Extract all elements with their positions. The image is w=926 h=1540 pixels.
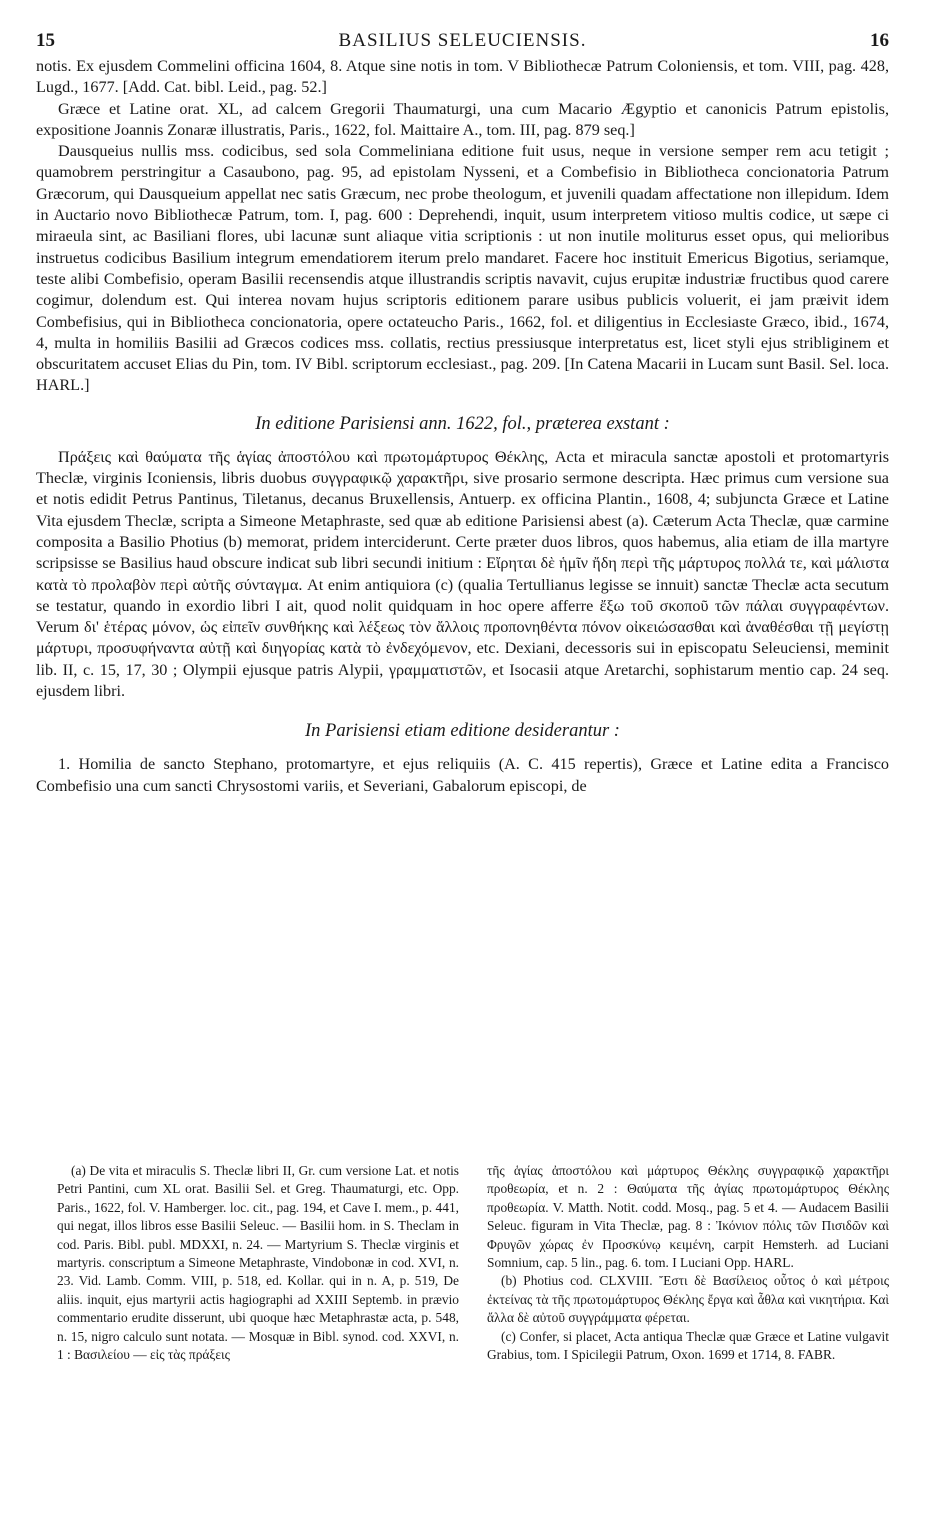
paragraph-5: 1. Homilia de sancto Stephano, protomartyre, et ejus reliquiis (A. C. 415 repertis), Græce et Latine edita a Francisco Combefisio una cum sancti Chrysostomi variis, et Severiani, Gabalorum episcopi, de <box>36 755 889 795</box>
running-title: BASILIUS SELEUCIENSIS. <box>338 30 587 51</box>
main-text <box>36 56 889 797</box>
section-heading-2: In Parisiensi etiam editione desiderantur : <box>305 721 620 742</box>
footnote-a-continued: τῆς ἁγίας ἀποστόλου καὶ μάρτυρος Θέκλης συγγραφικῷ χαρακτῆρι προθεωρία, et n. 2 : Θαύματα τῆς ἁγίας πρωτομάρτυρος Θέκλης προθεωρία. V. Matth. Notit. codd. Mosq., pag. 5 et 4. — Audacem Basilii Seleuc. figuram in Vita Theclæ, pag. 8 : Ἰκόνιον πόλις τῶν Πισιδῶν καὶ Φρυγῶν χώρας ἐν Προσκύνῳ κειμένη, carpit Hemsterh. ad Luciani Somnium, cap. 5 lin., pag. 6. tom. I Luciani Opp. HARL. <box>487 1163 889 1271</box>
footnote-c: (c) Confer, si placet, Acta antiqua Theclæ quæ Græce et Latine vulgavit Grabius, tom. I Spicilegii Patrum, Oxon. 1699 et 1714, 8. FABR. <box>487 1328 889 1363</box>
page-number-left: 15 <box>36 30 55 51</box>
paragraph-1: notis. Ex ejusdem Commelini officina 1604, 8. Atque sine notis in tom. V Bibliothecæ Patrum Coloniensis, et tom. VIII, pag. 428, Lugd., 1677. [Add. Cat. bibl. Leid., pag. 52.] <box>36 57 889 97</box>
footnotes-column-left <box>57 1162 459 1364</box>
paragraph-2: Græce et Latine orat. XL, ad calcem Gregorii Thaumaturgi, una cum Macario Ægyptio et canonicis Patrum epistolis, expositione Joannis Zonaræ illustratis, Paris., 1622, fol. Maittaire A., tom. III, pag. 879 seq.] <box>36 99 889 139</box>
footnote-a: (a) De vita et miraculis S. Theclæ libri II, Gr. cum versione Lat. et notis Petri Pantini, cum XL orat. Basilii Sel. et Greg. Thaumaturgi, etc. Opp. Paris., 1622, fol. V. Hamberger. loc. cit., pag. 194, et Cave I. mem., p. 441, qui negat, illos libros esse Basilii Seleuc. — Basilii hom. in S. Theclam in cod. Paris. Bibl. publ. MDXXI, n. 24. — Martyrium S. Theclæ virginis et martyris. conscriptum a Simeone Metaphraste, Vindobonæ in cod. XVI, n. 23. Vid. Lamb. Comm. VIII, p. 518, ed. Kollar. qui in n. A, p. 519, De aliis. inquit, ejus martyrii actis hagiographi ad XXIII Septemb. in prævio commentario erudite disserunt, ubi quoque hæc Metaphrastæ acta, p. 548, n. 15, nigro calculo sunt notata. — Mosquæ in Bibl. synod. cod. XXVI, n. 1 : Βασιλείου — εἰς τὰς πράξεις <box>57 1163 459 1363</box>
footnote-b: (b) Photius cod. CLXVIII. Ἔστι δὲ Βασίλειος οὗτος ὁ καὶ μέτροις ἐκτείνας τὰ τῆς πρωτομάρτυρος Θέκλης ἔργα καὶ ἆθλα καὶ νικητήρια. Καὶ ἄλλα δὲ αὐτοῦ συγγράμματα φέρεται. <box>487 1273 889 1326</box>
footnotes <box>57 1162 889 1364</box>
running-header <box>36 30 889 56</box>
page-number-right: 16 <box>870 30 889 51</box>
paragraph-3: Dausqueius nullis mss. codicibus, sed sola Commeliniana editione fuit usus, neque in versione semper rem acu tetigit ; quamobrem perstringitur a Casaubono, pag. 95, ad epistolam Nysseni, et a Combefisio in Bibliotheca concionatoria Patrum Græcorum, qui Dausqueium appellat nec satis Græcum, nec probe theologum, et juvenili quadam affectatione non illepidum. Idem in Auctario novo Bibliothecæ Patrum, tom. I, pag. 600 : Deprehendi, inquit, usum interpretem vitioso multis codice, ut sæpe ci miraeula sint, ac Basiliani flores, ubi lacunæ sunt aliaque vitia scriptionis : ut non inutile moliturus esset opus, qui melioribus instruetus codicibus Basilium integrum emendatiorem iterum prelo mandaret. Facere hoc instituit Emericus Bigotius, seriamque, teste alibi Combefisio, operam Basilii recensendis atque illustrandis scriptis navavit, cujus erupitæ industriæ fructibus quod carere cogimur, dolendum est. Qui interea novam hujus scriptoris editionem parare usibus publicis voluerit, ei jam præivit idem Combefisius, qui in Bibliotheca concionatoria, opere octateucho Paris., 1662, fol. et diligentius in Ecclesiaste Græco, ibid., 1674, 4, multa in homiliis Basilii ad Græcos codices mss. collatis, rectius pressiusque interpretatus est, licet styli ejus stribliginem et obscuritatem accuset Elias du Pin, tom. IV Bibl. scriptorum ecclesiast., pag. 209. [In Catena Macarii in Lucam sunt Basil. Sel. loca. HARL.] <box>36 142 889 395</box>
section-heading-1: In editione Parisiensi ann. 1622, fol., præterea exstant : <box>255 413 670 434</box>
paragraph-4: Πράξεις καὶ θαύματα τῆς ἁγίας ἀποστόλου καὶ πρωτομάρτυρος Θέκλης, Acta et miracula sanctæ apostoli et protomartyris Theclæ, virginis Iconiensis, libris duobus συγγραφικῷ χαρακτῆρι, sive prosario sermone descripta. Hæc primus cum versione sua et notis edidit Petrus Pantinus, Tiletanus, decanus Bruxellensis, Antuerp. ex officina Plantin., 1608, 4; subjuncta Græce et Latine Vita ejusdem Theclæ, scripta a Simeone Metaphraste, sed quæ ab editione Parisiensi abest (a). Cæterum Acta Theclæ, quæ carmine composita a Basilio Photius (b) memorat, pridem interciderunt. Certe præter duos libros, quos habemus, alia etiam de illa martyre scripsisse se Basilius haud obscure indicat sub libri secundi initium : Εἴρηται δὲ ἡμῖν ἤδη περὶ τῆς μάρτυρος πολλά τε, καὶ μάλιστα κατὰ τὸ προλαβὸν περὶ αὐτῆς σύνταγμα. At enim antiquiora (c) (qualia Tertullianus legisse se innuit) sanctæ Theclæ acta secutum se testatur, quando in exordio libri I ait, quod nolit quidquam in hoc opere afferre ἔξω τοῦ σκοποῦ τῶν πάλαι συγγραφέντων. Verum δι' ἑτέρας μόνον, ὡς εἰπεῖν συνθήκης καὶ λέξεως τὸν ἄλλοις προπονηθέντα πόνον οἰκειώσασθαι καὶ ἀναθέσθαι τῇ μεγίστῃ μάρτυρι, προσυφήναντα αὐτῇ καὶ διηγορίας κατὰ τὸ ἐνδεχόμενον, etc. Dexiani, decessoris sui in episcopatu Seleuciensi, meminit lib. II, c. 15, 17, 30 ; Olympii ejusque patris Alypii, γραμματιστῶν, et Isocasii atque Aretarchi, sophistarum mentio cap. 24 seq. ejusdem libri. <box>36 447 889 701</box>
footnotes-column-right <box>487 1162 889 1364</box>
